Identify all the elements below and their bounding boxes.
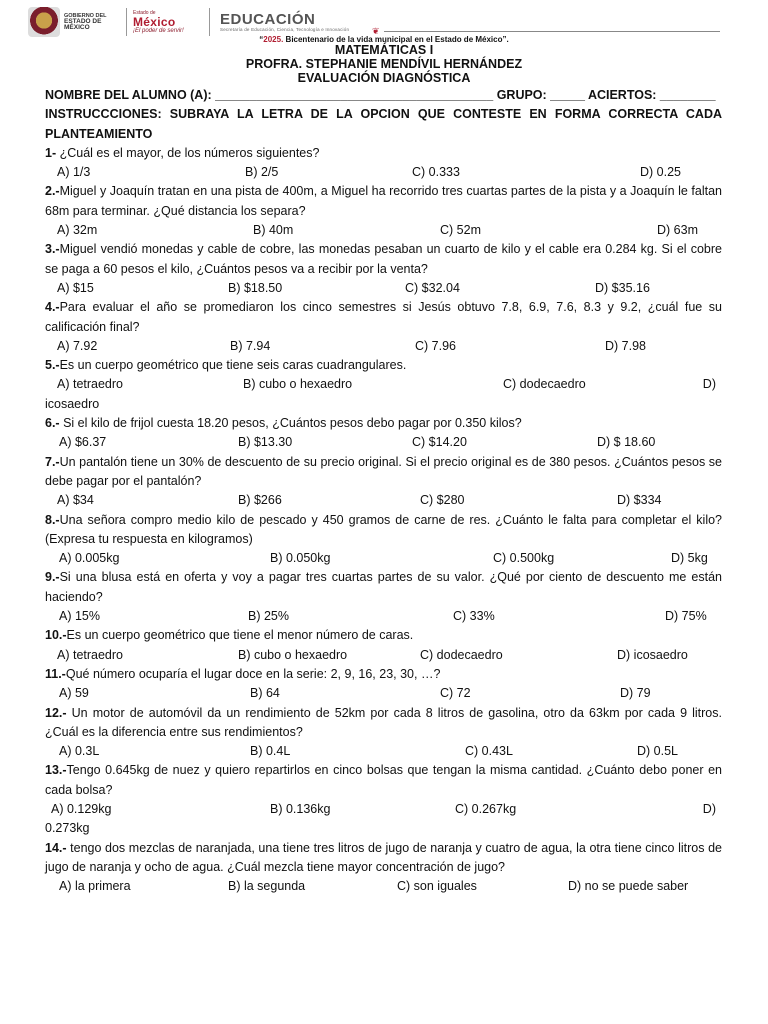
student-name-field[interactable]: NOMBRE DEL ALUMNO (A): ________________________________________ xyxy=(45,88,494,102)
question-6-options xyxy=(45,433,722,452)
edomex-small-text: Estado de xyxy=(133,10,156,16)
exam-titles xyxy=(0,43,768,85)
question-2 xyxy=(45,182,722,221)
option-b[interactable]: B) $266 xyxy=(238,493,282,508)
option-b[interactable]: B) 2/5 xyxy=(245,165,279,180)
gob-line-2: ESTADO DE xyxy=(64,18,102,25)
educacion-logo xyxy=(220,12,349,32)
question-text: Un pantalón tiene un 30% de descuento de su precio original. Si el precio original es de 380 pesos. ¿Cuántos pesos se debe pagar por el pantalón? xyxy=(45,454,722,488)
educacion-subtitle: Secretaría de Educación, Ciencia, Tecnología e Innovación xyxy=(220,27,350,32)
option-a[interactable]: A) $34 xyxy=(57,493,94,508)
gobierno-label xyxy=(64,13,120,31)
option-a[interactable]: A) 7.92 xyxy=(57,338,98,353)
question-number: 5.- xyxy=(45,358,60,373)
option-b[interactable]: B) 0.050kg xyxy=(270,551,331,566)
option-a[interactable]: A) 59 xyxy=(59,686,89,701)
question-list xyxy=(45,144,722,897)
gob-line-3: MÉXICO xyxy=(64,24,90,31)
question-1-options xyxy=(45,163,722,182)
option-b[interactable]: B) 25% xyxy=(248,609,289,624)
option-b[interactable]: B) $13.30 xyxy=(238,435,293,450)
option-d-wrapped-text[interactable]: 0.273kg xyxy=(45,821,90,836)
question-text: Miguel vendió monedas y cable de cobre, las monedas pesaban un cuarto de kilo y el cable era 0.284 kg. Si el cobre se paga a 60 pesos el kilo, ¿Cuántos pesos va a recibir por la venta? xyxy=(45,242,722,276)
option-a[interactable]: A) $15 xyxy=(57,280,94,295)
question-11-options xyxy=(45,684,722,703)
option-c[interactable]: C) 0.267kg xyxy=(455,801,517,816)
question-3-options xyxy=(45,279,722,298)
letterhead xyxy=(28,6,748,38)
question-number: 6.- xyxy=(45,416,60,431)
option-d[interactable]: D) 0.25 xyxy=(640,165,681,180)
option-c[interactable]: C) 52m xyxy=(440,223,481,238)
option-c[interactable]: C) 72 xyxy=(440,686,471,701)
question-14 xyxy=(45,839,722,878)
question-text: Una señora compro medio kilo de pescado y 450 gramos de carne de res. ¿Cuánto le falta para completar el kilo? (Expresa tu respuesta en kilogramos) xyxy=(45,512,722,546)
slogan-text: Bicentenario de la vida municipal en el Estado de México”. xyxy=(283,35,509,44)
question-14-options xyxy=(45,877,722,896)
option-b[interactable]: B) 7.94 xyxy=(230,338,271,353)
edomex-logo xyxy=(133,10,203,34)
question-text: tengo dos mezclas de naranjada, una tiene tres litros de jugo de naranja y cuatro de agua, la otra tiene cinco litros de jugo de naranja y ocho de agua. ¿Cuál mezcla tiene mayor concentración de jugo? xyxy=(45,840,722,874)
header-divider-2 xyxy=(209,8,210,36)
question-number: 8.- xyxy=(45,512,60,527)
question-text: Un motor de automóvil da un rendimiento de 52km por cada 8 litros de gasolina, otro da 63km por cada 9 litros. ¿Cuál es la diferencia entre sus rendimientos? xyxy=(45,705,722,739)
option-c[interactable]: C) son iguales xyxy=(397,879,477,894)
question-number: 11.- xyxy=(45,666,66,681)
question-13-options xyxy=(45,800,722,819)
question-text: Si el kilo de frijol cuesta 18.20 pesos, ¿Cuántos pesos debo pagar por 0.350 kilos? xyxy=(59,416,522,431)
question-text: ¿Cuál es el mayor, de los números siguientes? xyxy=(56,145,320,160)
question-10 xyxy=(45,626,722,645)
option-c[interactable]: C) 0.500kg xyxy=(493,551,555,566)
question-3 xyxy=(45,240,722,279)
option-c[interactable]: C) 0.43L xyxy=(465,744,513,759)
edomex-tagline: ¡El poder de servir! xyxy=(133,28,184,34)
option-a[interactable]: A) tetraedro xyxy=(57,377,124,392)
state-seal-icon xyxy=(28,7,60,37)
question-8-options xyxy=(45,549,722,568)
question-number: 1- xyxy=(45,145,57,160)
option-a[interactable]: A) 0.005kg xyxy=(59,551,120,566)
option-b[interactable]: B) 0.136kg xyxy=(270,801,331,816)
option-c[interactable]: C) dodecaedro xyxy=(503,377,586,392)
question-6 xyxy=(45,414,722,433)
header-rule xyxy=(384,31,720,32)
subject-title: MATEMÁTICAS I xyxy=(334,43,434,57)
question-number: 12.- xyxy=(45,705,67,720)
option-c[interactable]: C) 0.333 xyxy=(412,165,460,180)
slogan-quote: “ xyxy=(259,35,264,44)
option-a[interactable]: A) la primera xyxy=(59,879,131,894)
option-b[interactable]: B) 64 xyxy=(250,686,280,701)
question-7 xyxy=(45,453,722,492)
question-8 xyxy=(45,511,722,550)
option-d[interactable]: D) $ 18.60 xyxy=(597,435,656,450)
question-number: 7.- xyxy=(45,454,60,469)
question-text: Si una blusa está en oferta y voy a pagar tres cuartas partes de su valor. ¿Qué por ciento de descuento me están haciendo? xyxy=(45,570,722,604)
teacher-name: PROFRA. STEPHANIE MENDÍVIL HERNÁNDEZ xyxy=(245,57,523,71)
option-d[interactable]: D) no se puede saber xyxy=(568,879,689,894)
question-4-options xyxy=(45,337,722,356)
score-field[interactable]: ACIERTOS: ________ xyxy=(587,88,716,102)
question-9 xyxy=(45,568,722,607)
option-a[interactable]: A) 15% xyxy=(59,609,100,624)
question-13 xyxy=(45,761,722,800)
option-c[interactable]: C) 7.96 xyxy=(415,338,456,353)
educacion-title: EDUCACIÓN xyxy=(220,11,316,28)
gob-line-1: GOBIERNO DEL xyxy=(64,13,107,19)
question-text: Es un cuerpo geométrico que tiene el menor número de caras. xyxy=(66,628,414,643)
question-number: 10.- xyxy=(45,628,67,643)
question-number: 3.- xyxy=(45,242,60,257)
option-b[interactable]: B) 40m xyxy=(253,223,294,238)
exam-body xyxy=(45,86,722,896)
question-number: 13.- xyxy=(45,763,67,778)
question-number: 9.- xyxy=(45,570,60,585)
option-b[interactable]: B) la segunda xyxy=(228,879,306,894)
question-5-options xyxy=(45,375,722,394)
option-b[interactable]: B) cubo o hexaedro xyxy=(238,647,348,662)
option-d[interactable]: D) 7.98 xyxy=(605,338,646,353)
option-c[interactable]: C) $32.04 xyxy=(405,280,460,295)
question-4 xyxy=(45,298,722,337)
option-d[interactable]: D) icosaedro xyxy=(617,647,688,662)
option-d[interactable]: D) $334 xyxy=(617,493,662,508)
option-c[interactable]: C) $14.20 xyxy=(412,435,467,450)
edomex-name: México xyxy=(133,15,176,29)
option-a[interactable]: A) 0.129kg xyxy=(51,801,112,816)
student-info-line xyxy=(45,86,722,105)
slogan-year: 2025. xyxy=(263,35,284,44)
question-12 xyxy=(45,704,722,743)
question-text: Qué número ocuparía el lugar doce en la serie: 2, 9, 16, 23, 30, …? xyxy=(65,666,441,681)
option-d[interactable]: D) $35.16 xyxy=(595,280,650,295)
option-b[interactable]: B) 0.4L xyxy=(250,744,291,759)
question-number: 14.- xyxy=(45,840,67,855)
option-a[interactable]: A) $6.37 xyxy=(59,435,107,450)
instructions: INSTRUCCCIONES: SUBRAYA LA LETRA DE LA OPCION QUE CONTESTE EN FORMA CORRECTA CADA PLANTEAMIENTO xyxy=(45,107,722,141)
option-d[interactable]: D) 75% xyxy=(665,609,707,624)
option-d[interactable]: D) 5kg xyxy=(671,551,708,566)
question-number: 4.- xyxy=(45,300,60,315)
option-c[interactable]: C) $280 xyxy=(420,493,465,508)
question-1 xyxy=(45,144,722,163)
question-11 xyxy=(45,665,722,684)
option-c[interactable]: C) dodecaedro xyxy=(420,647,503,662)
header-divider xyxy=(126,8,127,36)
flower-icon: ❦ xyxy=(372,26,380,36)
question-7-options xyxy=(45,491,722,510)
exam-title: EVALUACIÓN DIAGNÓSTICA xyxy=(297,71,471,85)
option-b[interactable]: B) cubo o hexaedro xyxy=(243,377,353,392)
option-a[interactable]: A) 0.3L xyxy=(59,744,100,759)
option-a[interactable]: A) 1/3 xyxy=(57,165,91,180)
option-d[interactable]: D) 0.5L xyxy=(637,744,678,759)
question-text: Es un cuerpo geométrico que tiene seis caras cuadrangulares. xyxy=(59,358,407,373)
question-12-options xyxy=(45,742,722,761)
question-text: Tengo 0.645kg de nuez y quiero repartirlos en cinco bolsas que tengan la misma cantidad. ¿Cuánto debo poner en cada bolsa? xyxy=(45,763,722,797)
question-text: Para evaluar el año se promediaron los cinco semestres si Jesús obtuvo 7.8, 6.9, 7.6, 8.3 y 9.2, ¿cuál fue su calificación final? xyxy=(45,300,722,334)
question-5 xyxy=(45,356,722,375)
option-c[interactable]: C) 33% xyxy=(453,609,495,624)
option-a[interactable]: A) 32m xyxy=(57,223,98,238)
question-9-options xyxy=(45,607,722,626)
option-d-wrapped-text[interactable]: icosaedro xyxy=(45,396,100,411)
question-2-options xyxy=(45,221,722,240)
option-d[interactable]: D) 79 xyxy=(620,686,651,701)
option-d[interactable]: D) xyxy=(702,377,716,392)
question-10-options xyxy=(45,646,722,665)
question-number: 2.- xyxy=(45,184,60,199)
group-field[interactable]: GRUPO: _____ xyxy=(496,88,585,102)
option-d[interactable]: D) 63m xyxy=(657,223,698,238)
question-text: Miguel y Joaquín tratan en una pista de 400m, a Miguel ha recorrido tres cuartas partes de la pista y a Joaquín le faltan 68m para terminar. ¿Qué distancia los separa? xyxy=(45,184,722,218)
option-a[interactable]: A) tetraedro xyxy=(57,647,124,662)
option-d[interactable]: D) xyxy=(702,801,716,816)
option-b[interactable]: B) $18.50 xyxy=(228,280,283,295)
